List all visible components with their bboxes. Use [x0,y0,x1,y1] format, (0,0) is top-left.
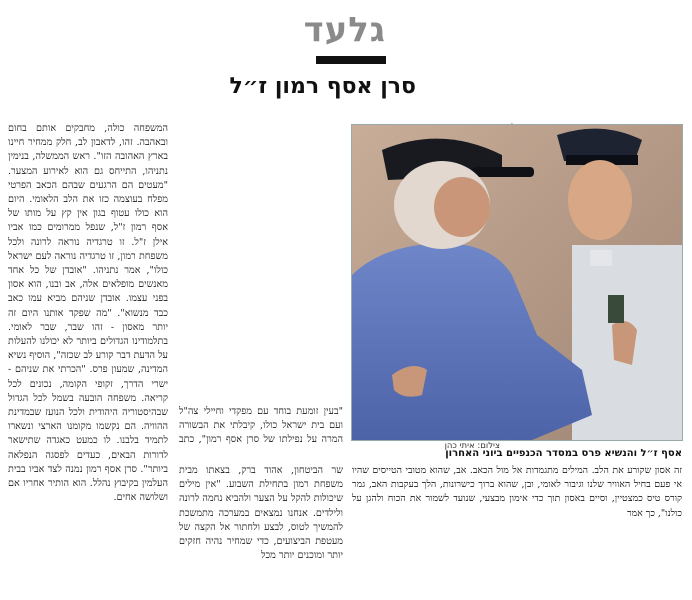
body-column-right-bottom [352,464,682,594]
body-paragraph: זה אסון שקורע את הלב. המילים מתגמדות אל מול הכאב. אב, שהוא מטובי הטייסים שהיו אי פעם בחיל האוויר שלנו וגיבור לאומי, ובן, שהוא ברוך כישרונות, הלך בעקבות האב, גמר קורס טיס כמצטיין, וסיים באסון תוך כדי אימון מבצעי, שנועד לשמור את הכוח ולהגן על כולנו", כך אמר [352,465,682,519]
section-header [0,8,692,64]
photo-credit: צילום: איתי כהן [444,441,500,451]
section-tag: גלעד [303,10,386,50]
body-paragraph: המשפחה כולה, מחבקים אותם בחום ובאהבה. זהו, לדאבון לב, חלק ממחיר חיינו בארץ האהובה הזו". ראש הממשלה, בנימין נתניהו, התייחס גם הוא לאירוע המצער. "מעטים הם הרגעים שבהם הכאב הפרטי מפלח בעוצמה כזו את הלב הלאומי. היום הוא כולו עטוף בגון אין קץ על מותו של אסף רמון ז"ל, שנפל ממרומים כמו אביו אילן ז"ל. זו טרגדיה נוראה לרונה ולכל משפחת רמון, זו טרגדיה נוראה לעם ישראל כולו", אמר נתניהו. "אובדן של כל אחד מאנשים מופלאים אלה, אב ובנו, הוא אסון בפני עצמו. אובדן שניהם מביא עמו כאב כבד מנשוא". "מה שפקד אותנו היום זה יותר מאסון - זהו שבר, שבר לאומי. בתלמודינו הגדולים ביותר לא יכולנו להעלות על הדעת דבר קורע לב שכזה", הוסיף נשיא המדינה, שמעון פרס. "הכרתי את שניהם - ישרי הדרך, זקופי הקומה, נכונים לכל קריאה. משפחה הובעה בשמל לכל הגדול שבהיסטוריה היהודית ולכל הנועז שבמדינת ההוויה. הם נקשמו מקומנו הארצי ונשארו לתמיד בלבנו. לו כמעט כאגדה שתישאר לדורות הבאים, כעדים לפסגה הנפלאה ביותר". סרן אסף רמון נמנה לצד אביו בבית העלמין בקיבוץ נהלל. הוא הותיר אחריו אם ושלושה אחים. [8,123,168,504]
body-paragraph: שר הביטחון, אהוד ברק, בצאתו מבית משפחת רמון בתחילת השבוע. "אין מילים שיכולות להקל על הצער ולהביא נחמה לרונה ולילדים. אנחנו נמצאים במערכה מתמשכת להמשיך לטוס, לבצע ולחתור אל הקצה של מעטפת הביצועים, כדי שמחיר נהיה חזקים יותר ומוכנים יותר מכל [179,465,343,562]
section-underline-bar [316,56,386,64]
article-photo [351,124,683,441]
body-column-middle-top [179,405,343,445]
photo-caption: אסף ז״ל והנשיא פרס במסדר הכנפיים ביוני האחרון [445,448,682,459]
body-paragraph: "בעין זומעת בוחד עם מפקדי וחיילי צה"ל ועם בית ישראל כולו, קיבלתי את הבשורה המרה על נפילתו של סרן אסף רמון", כתב [179,406,343,445]
body-column-middle-bottom [179,464,343,594]
body-column-left [8,122,168,594]
photo-illustration [352,125,682,440]
article-headline: סרן אסף רמון ז״ל [229,74,416,99]
